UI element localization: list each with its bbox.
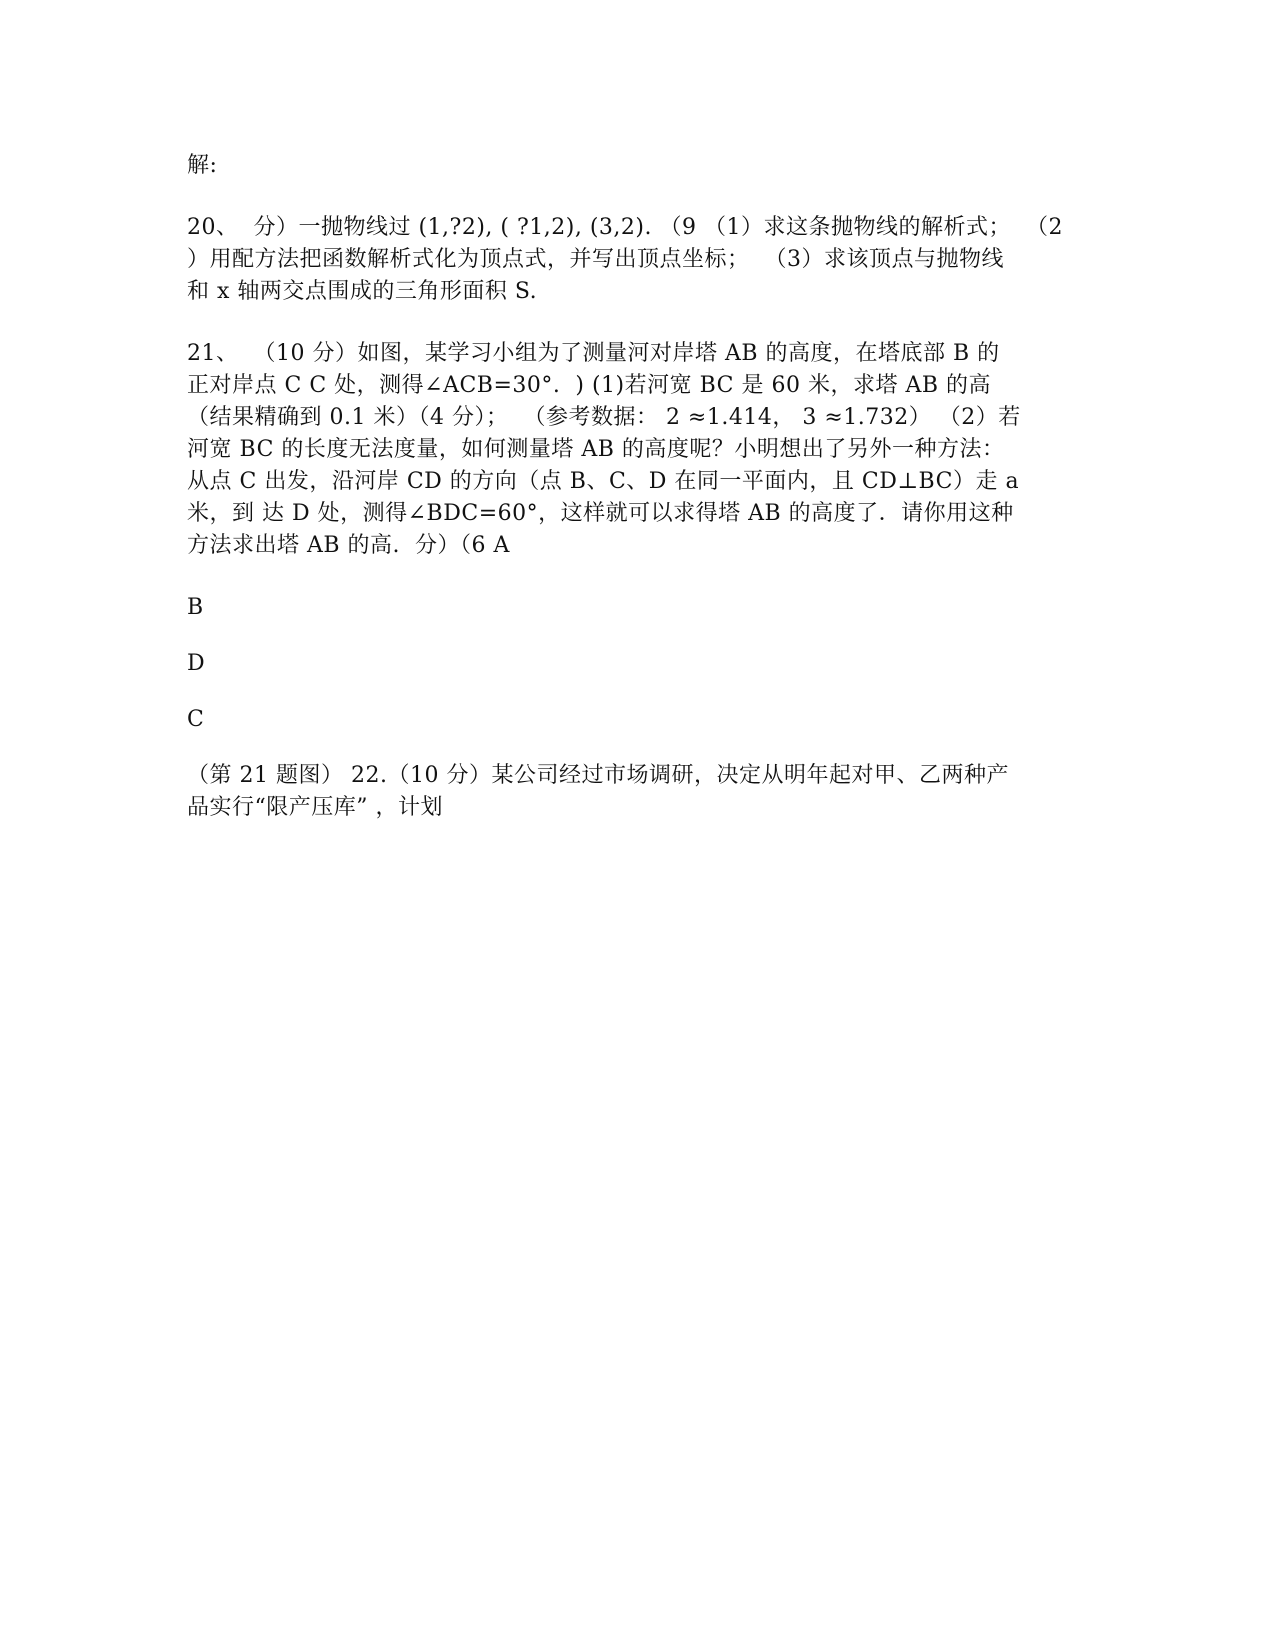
question-20-line-1: 20、 分）一抛物线过 (1,?2), ( ?1,2), (3,2). （9 （1）求这条抛物线的解析式； （2	[187, 215, 1063, 240]
question-22-line-1: （第 21 题图） 22.（10 分）某公司经过市场调研，决定从明年起对甲、乙两种产	[187, 763, 1009, 788]
question-21-line-6: 米，到 达 D 处，测得∠BDC=60°，这样就可以求得塔 AB 的高度了．请你用这种	[187, 501, 1014, 526]
question-21-line-5: 从点 C 出发，沿河岸 CD 的方向（点 B、C、D 在同一平面内，且 CD⊥BC）走 a	[187, 469, 1020, 494]
question-21-line-3: （结果精确到 0.1 米）（4 分）； （参考数据： 2 ≈1.414， 3 ≈1.732） （2）若	[187, 405, 1021, 430]
question-20-line-3: 和 x 轴两交点围成的三角形面积 S.	[187, 279, 538, 304]
question-20-line-2: ）用配方法把函数解析式化为顶点式，并写出顶点坐标； （3）求该顶点与抛物线	[187, 247, 1004, 272]
question-21-line-7: 方法求出塔 AB 的高. 分）（6 A	[187, 533, 510, 558]
solution-label: 解:	[187, 153, 218, 178]
figure-label-d: D	[187, 651, 206, 676]
figure-label-c: C	[187, 707, 205, 732]
question-21-line-2: 正对岸点 C C 处，测得∠ACB=30°. ) (1)若河宽 BC 是 60 米，求塔 AB 的高	[187, 373, 992, 398]
figure-label-b: B	[187, 595, 204, 620]
question-21-line-4: 河宽 BC 的长度无法度量，如何测量塔 AB 的高度呢？小明想出了另外一种方法：	[187, 437, 1005, 462]
question-22-line-2: 品实行“限产压库” ，计划	[187, 795, 443, 820]
question-21-line-1: 21、 （10 分）如图，某学习小组为了测量河对岸塔 AB 的高度，在塔底部 B 的	[187, 341, 1000, 366]
